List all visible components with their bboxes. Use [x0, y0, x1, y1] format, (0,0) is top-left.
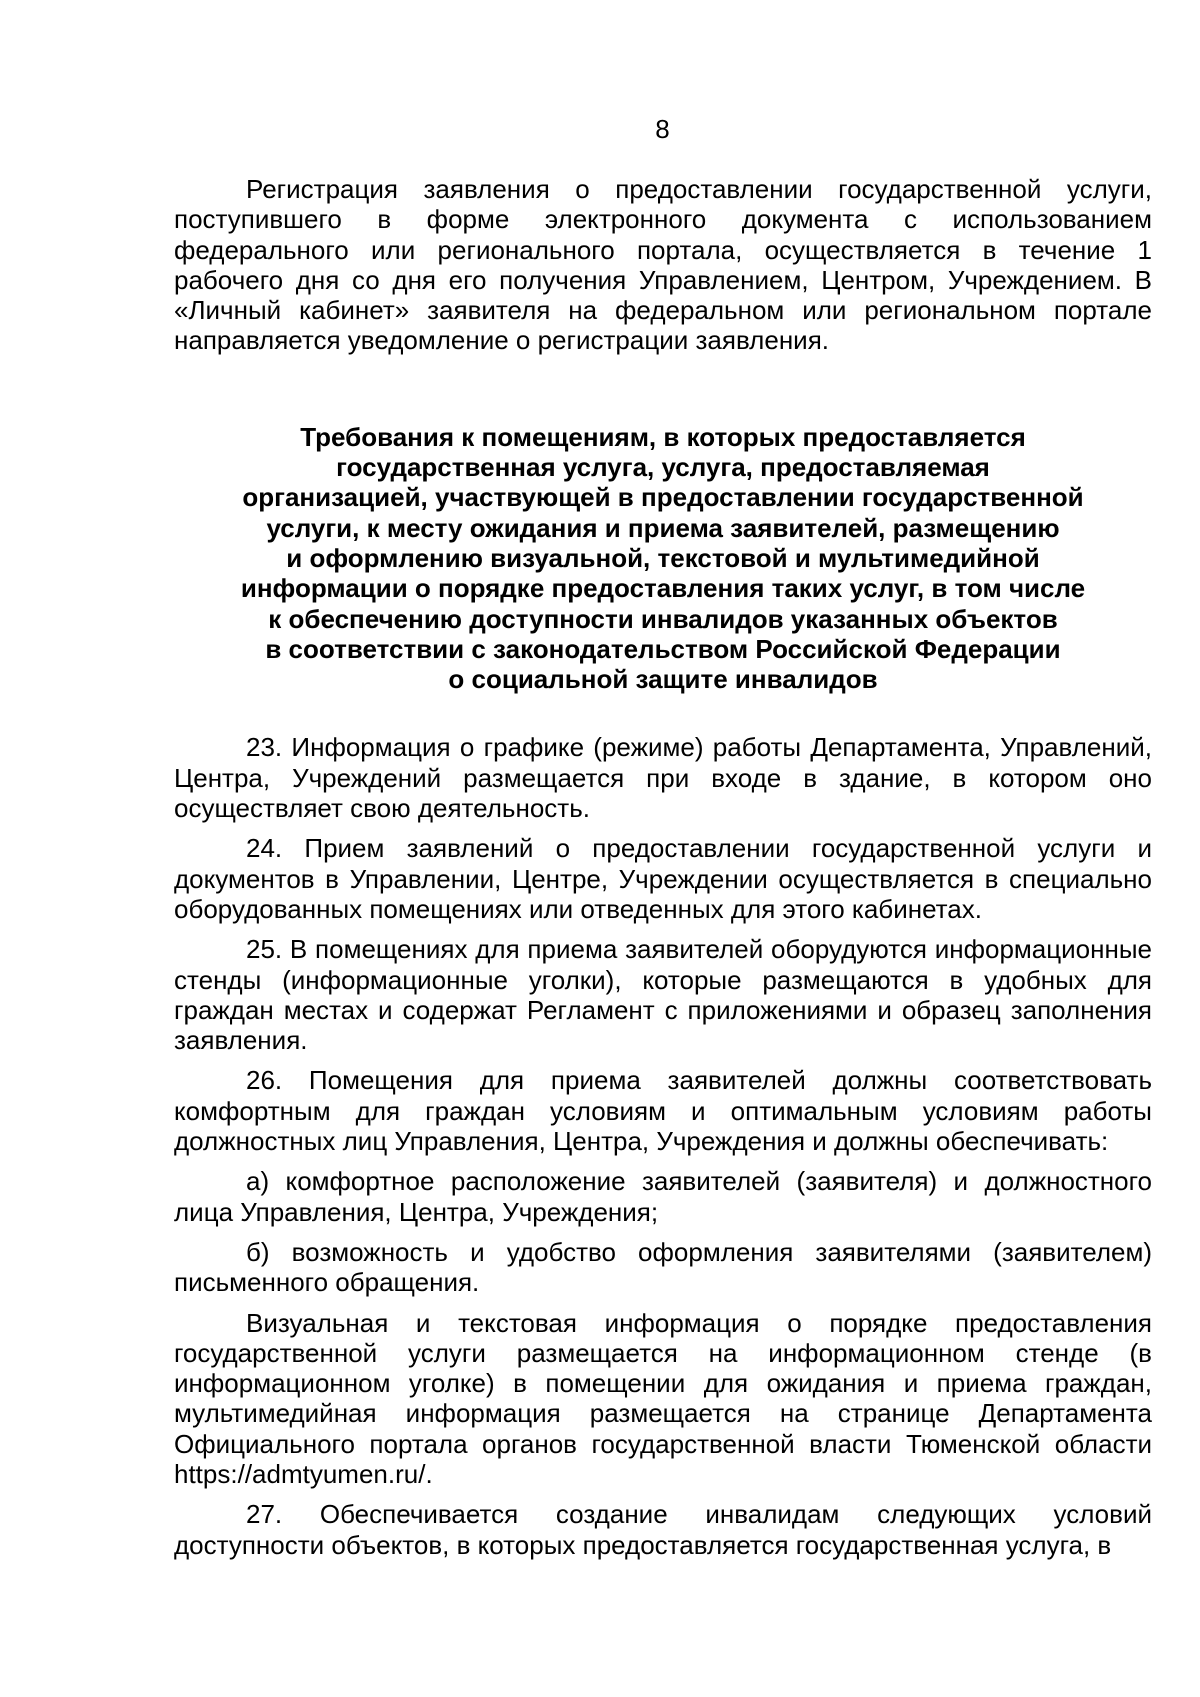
paragraph-26a: а) комфортное расположение заявителей (заявителя) и должностного лица Управления, Центра, Учреждения; — [174, 1166, 1152, 1227]
section-heading — [174, 422, 1152, 695]
intro-paragraph: Регистрация заявления о предоставлении государственной услуги, поступившего в форме электронного документа с использованием федерального или регионального портала, осуществляется в течение 1 рабочего дня со дня его получения Управлением, Центром, Учреждением. В «Личный кабинет» заявителя на федеральном или региональном портале направляется уведомление о регистрации заявления. — [174, 174, 1152, 356]
heading-line: и оформлению визуальной, текстовой и мультимедийной — [286, 542, 1040, 573]
heading-line: в соответствии с законодательством Российской Федерации — [265, 633, 1061, 664]
heading-line: о социальной защите инвалидов — [448, 664, 878, 695]
heading-line: к обеспечению доступности инвалидов указанных объектов — [268, 603, 1058, 634]
heading-line: Требования к помещениям, в которых предоставляется — [300, 421, 1026, 452]
paragraph-25: 25. В помещениях для приема заявителей оборудуются информационные стенды (информационные уголки), которые размещаются в удобных для граждан местах и содержат Регламент с приложениями и образец заполнения заявления. — [174, 934, 1152, 1056]
paragraph-24: 24. Прием заявлений о предоставлении государственной услуги и документов в Управлении, Центре, Учреждении осуществляется в специально оборудованных помещениях или отведенных для этого кабинетах. — [174, 833, 1152, 924]
page-number: 8 — [655, 114, 670, 144]
document-body — [174, 174, 1152, 1560]
heading-line: информации о порядке предоставления таких услуг, в том числе — [240, 573, 1086, 604]
paragraph-26: 26. Помещения для приема заявителей должны соответствовать комфортным для граждан условиям и оптимальным условиям работы должностных лиц Управления, Центра, Учреждения и должны обеспечивать: — [174, 1065, 1152, 1157]
paragraph-27: 27. Обеспечивается создание инвалидам следующих условий доступности объектов, в которых предоставляется государственная услуга, в — [174, 1499, 1152, 1560]
heading-line: организацией, участвующей в предоставлении государственной — [242, 482, 1084, 513]
paragraph-visual-info: Визуальная и текстовая информация о порядке предоставления государственной услуги размещается на информационном стенде (в информационном уголке) в помещении для ожидания и приема граждан, мультимедийная информация размещается на странице Департамента Официального портала органов государственной власти Тюменской области https://admtyumen.ru/. — [174, 1307, 1152, 1489]
paragraph-26b: б) возможность и удобство оформления заявителями (заявителем) письменного обращения. — [174, 1236, 1152, 1298]
heading-line: государственная услуга, услуга, предоставляемая — [336, 452, 990, 483]
paragraph-23: 23. Информация о графике (режиме) работы Департамента, Управлений, Центра, Учреждений размещается при входе в здание, в котором оно осуществляет свою деятельность. — [174, 732, 1152, 824]
heading-line: услуги, к месту ожидания и приема заявителей, размещению — [266, 512, 1060, 543]
